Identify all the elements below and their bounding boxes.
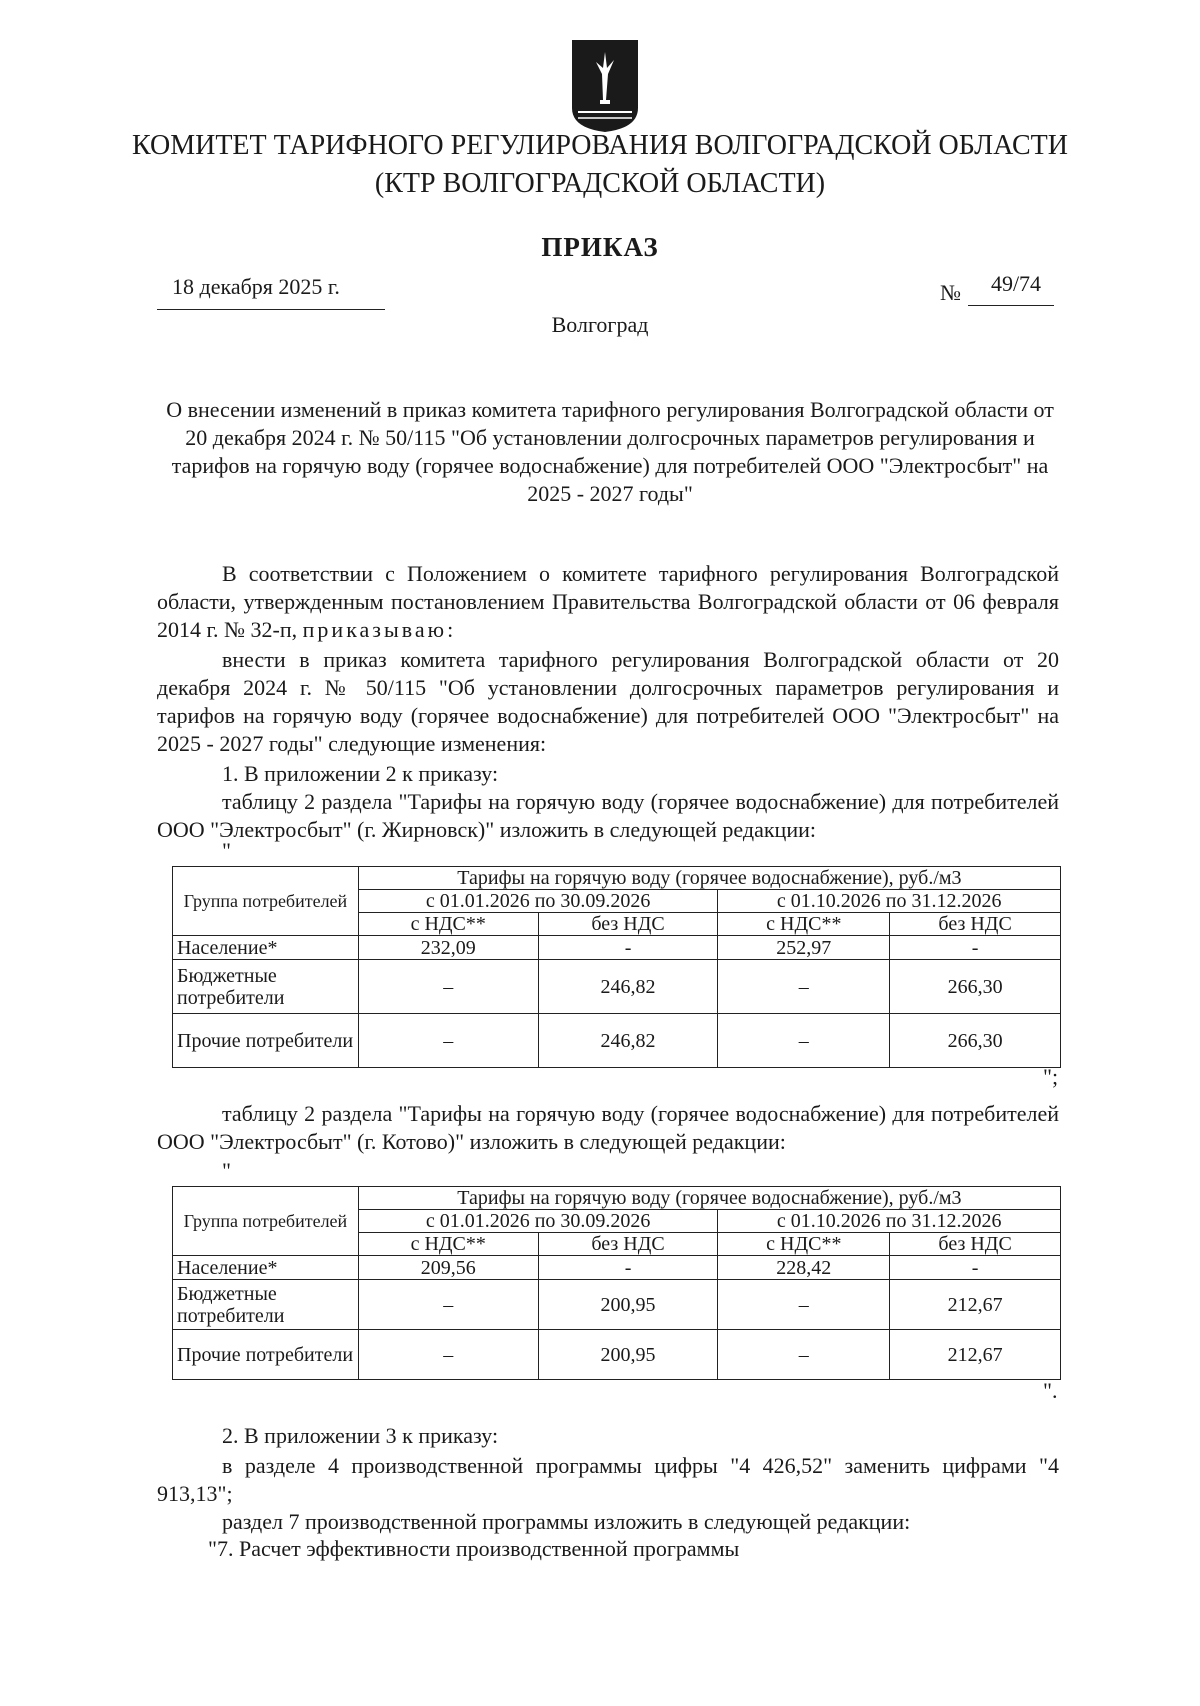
tariffs-header: Тарифы на горячую воду (горячее водоснабжение), руб./м3 <box>358 867 1060 890</box>
vat-header: с НДС** <box>358 913 538 936</box>
cell-value: 232,09 <box>358 936 538 960</box>
cell-value: - <box>890 1256 1061 1280</box>
row-name: Прочие потребители <box>173 1330 359 1380</box>
row-name: Население* <box>173 936 359 960</box>
row-name: Бюджетные потребители <box>173 960 359 1014</box>
amendment-paragraph: внести в приказ комитета тарифного регулирования Волгоградской области от 20 декабря 2024 г. № 50/115 "Об установлении долгосрочных параметров регулирования и тарифов на горячую воду (горячее водоснабжение) для потребителей ООО "Электросбыт" на 2025 - 2027 годы" следующие изменения: <box>157 647 1059 756</box>
cell-value: – <box>358 1330 538 1380</box>
tariff-table-zhirnovsk <box>172 866 1061 1068</box>
tariff-table-kotovo <box>172 1186 1061 1380</box>
vat-header: с НДС** <box>718 1233 890 1256</box>
section-4-change: в разделе 4 производственной программы цифры "4 426,52" заменить цифрами "4 913,13"; <box>157 1453 1059 1506</box>
table-2-intro: таблицу 2 раздела "Тарифы на горячую воду (горячее водоснабжение) для потребителей ООО "Электросбыт" (г. Котово)" изложить в следующей редакции: <box>157 1101 1059 1154</box>
item-1-heading: 1. В приложении 2 к приказу: <box>222 761 499 786</box>
quote-open-2: " <box>222 1158 231 1183</box>
table-row <box>173 1330 1061 1380</box>
novat-header: без НДС <box>890 913 1061 936</box>
table-row <box>173 1280 1061 1330</box>
table-row <box>173 1014 1061 1068</box>
cell-value: - <box>538 1256 718 1280</box>
period-1-header: с 01.01.2026 по 30.09.2026 <box>358 890 718 913</box>
tariffs-header: Тарифы на горячую воду (горячее водоснабжение), руб./м3 <box>358 1187 1060 1210</box>
cell-value: 200,95 <box>538 1330 718 1380</box>
section-7-change: раздел 7 производственной программы изложить в следующей редакции: <box>222 1509 911 1534</box>
cell-value: 246,82 <box>538 960 718 1014</box>
vat-header: с НДС** <box>358 1233 538 1256</box>
cell-value: 200,95 <box>538 1280 718 1330</box>
quote-close-2: ". <box>1043 1378 1058 1403</box>
row-name: Прочие потребители <box>173 1014 359 1068</box>
order-word: приказываю: <box>302 617 457 642</box>
period-1-header: с 01.01.2026 по 30.09.2026 <box>358 1210 718 1233</box>
quote-open-1: " <box>222 838 231 863</box>
table-row <box>173 960 1061 1014</box>
number-underline <box>968 305 1054 306</box>
cell-value: – <box>718 1014 890 1068</box>
novat-header: без НДС <box>538 913 718 936</box>
item-2-heading: 2. В приложении 3 к приказу: <box>222 1423 499 1448</box>
city: Волгоград <box>551 312 649 337</box>
cell-value: – <box>358 1014 538 1068</box>
cell-value: – <box>718 1280 890 1330</box>
cell-value: 246,82 <box>538 1014 718 1068</box>
document-date: 18 декабря 2025 г. <box>172 274 340 299</box>
table-1-intro: таблицу 2 раздела "Тарифы на горячую воду (горячее водоснабжение) для потребителей ООО "Электросбыт" (г. Жирновск)" изложить в следующей редакции: <box>157 789 1059 842</box>
cell-value: – <box>358 1280 538 1330</box>
group-header: Группа потребителей <box>173 867 359 936</box>
coat-of-arms-icon <box>570 38 640 134</box>
cell-value: – <box>718 960 890 1014</box>
cell-value: 212,67 <box>890 1280 1061 1330</box>
table-row <box>173 936 1061 960</box>
document-number: 49/74 <box>990 271 1042 296</box>
row-name: Население* <box>173 1256 359 1280</box>
cell-value: 252,97 <box>718 936 890 960</box>
novat-header: без НДС <box>890 1233 1061 1256</box>
document-subject: О внесении изменений в приказ комитета тарифного регулирования Волгоградской области от 20 декабря 2024 г. № 50/115 "Об установлении долгосрочных параметров регулирования и тарифов на горячую воду (горячее водоснабжение) для потребителей ООО "Электросбыт" на 2025 - 2027 годы" <box>166 397 1054 506</box>
vat-header: с НДС** <box>718 913 890 936</box>
organization-abbreviation: (КТР ВОЛГОГРАДСКОЙ ОБЛАСТИ) <box>374 168 826 199</box>
cell-value: – <box>718 1330 890 1380</box>
date-underline <box>157 309 385 310</box>
document-type-title: ПРИКАЗ <box>541 232 659 262</box>
cell-value: – <box>358 960 538 1014</box>
cell-value: - <box>890 936 1061 960</box>
preamble-text: В соответствии с Положением о комитете тарифного регулирования Волгоградской области, утвержденным постановлением Правительства Волгоградской области от 06 февраля 2014 г. № 32-п, <box>157 561 1059 642</box>
organization-name: КОМИТЕТ ТАРИФНОГО РЕГУЛИРОВАНИЯ ВОЛГОГРАДСКОЙ ОБЛАСТИ <box>132 130 1068 161</box>
novat-header: без НДС <box>538 1233 718 1256</box>
period-2-header: с 01.10.2026 по 31.12.2026 <box>718 890 1061 913</box>
section-7-heading: "7. Расчет эффективности производственной программы <box>208 1536 740 1561</box>
number-sign: № <box>940 280 961 305</box>
cell-value: 266,30 <box>890 960 1061 1014</box>
cell-value: 212,67 <box>890 1330 1061 1380</box>
cell-value: 266,30 <box>890 1014 1061 1068</box>
group-header: Группа потребителей <box>173 1187 359 1256</box>
table-row <box>173 1256 1061 1280</box>
cell-value: - <box>538 936 718 960</box>
cell-value: 209,56 <box>358 1256 538 1280</box>
quote-close-1: "; <box>1043 1064 1059 1089</box>
cell-value: 228,42 <box>718 1256 890 1280</box>
period-2-header: с 01.10.2026 по 31.12.2026 <box>718 1210 1061 1233</box>
row-name: Бюджетные потребители <box>173 1280 359 1330</box>
preamble-paragraph <box>157 560 1059 644</box>
